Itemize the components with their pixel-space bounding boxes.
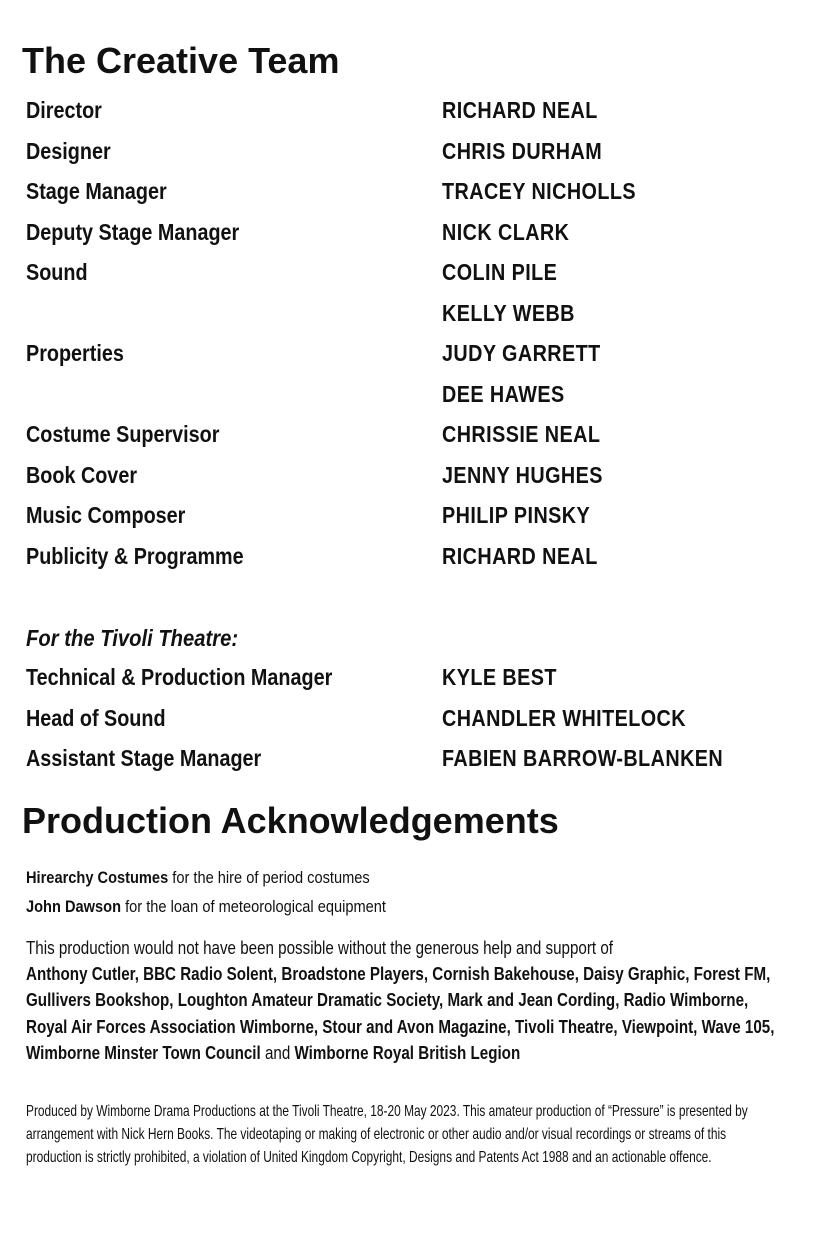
acknowledgements-title: Production Acknowledgements bbox=[22, 800, 559, 841]
acknowledgement-line bbox=[26, 897, 386, 917]
credit-row bbox=[26, 178, 826, 218]
credit-name: PHILIP PINSKY bbox=[442, 502, 591, 528]
creative-team-title: The Creative Team bbox=[22, 40, 340, 81]
credit-name: CHRIS DURHAM bbox=[442, 137, 603, 164]
credit-role: Designer bbox=[26, 137, 111, 164]
credit-name: RICHARD NEAL bbox=[442, 542, 598, 569]
credit-role: Head of Sound bbox=[26, 704, 166, 731]
credit-row bbox=[26, 745, 826, 785]
credit-role: Music Composer bbox=[26, 502, 186, 528]
credit-role: Publicity & Programme bbox=[26, 542, 244, 569]
credit-row bbox=[26, 705, 826, 745]
legal-notice: Produced by Wimborne Drama Productions at the Tivoli Theatre, 18-20 May 2023. This amateur production of “Pressure” is presented by arrangement with Nick Hern Books. The videotaping or making of electronic or other audio and/or visual recordings or streams of this production is strictly prohibited, a violation of United Kingdom Copyright, Designs and Patents Act 1988 and an actionable offence. bbox=[26, 1103, 748, 1166]
support-and: and bbox=[260, 1041, 295, 1063]
credit-role: Book Cover bbox=[26, 461, 138, 488]
credit-row bbox=[26, 664, 826, 704]
credit-row bbox=[26, 138, 826, 178]
acknowledgement-text: for the loan of meteorological equipment bbox=[121, 897, 386, 916]
credit-role: Costume Supervisor bbox=[26, 421, 220, 447]
support-last-name: Wimborne Royal British Legion bbox=[294, 1041, 521, 1063]
credit-row bbox=[26, 97, 826, 137]
credit-row bbox=[26, 502, 826, 542]
credit-row bbox=[26, 381, 826, 421]
credit-name: JUDY GARRETT bbox=[442, 340, 601, 366]
credit-role: Technical & Production Manager bbox=[26, 664, 333, 690]
tivoli-heading: For the Tivoli Theatre: bbox=[26, 625, 239, 651]
credit-name: RICHARD NEAL bbox=[442, 97, 598, 123]
credit-role: Stage Manager bbox=[26, 178, 167, 204]
credit-row bbox=[26, 259, 826, 299]
credit-name: TRACEY NICHOLLS bbox=[442, 178, 637, 204]
credit-name: CHRISSIE NEAL bbox=[442, 421, 601, 447]
acknowledgement-text: for the hire of period costumes bbox=[168, 868, 370, 887]
acknowledgement-line bbox=[26, 868, 370, 888]
credit-name: FABIEN BARROW-BLANKEN bbox=[442, 745, 724, 771]
credit-row bbox=[26, 219, 826, 259]
credit-row bbox=[26, 462, 826, 502]
credit-role: Assistant Stage Manager bbox=[26, 745, 262, 771]
acknowledgement-name: Hirearchy Costumes bbox=[26, 868, 169, 887]
credit-row bbox=[26, 543, 826, 583]
credit-name: COLIN PILE bbox=[442, 259, 558, 285]
credit-role: Deputy Stage Manager bbox=[26, 218, 240, 245]
support-names: Anthony Cutler, BBC Radio Solent, Broadstone Players, Cornish Bakehouse, Daisy Graphic, Forest FM, Gullivers Bookshop, Loughton Amateur Dramatic Society, Mark and Jean Cording, Radio Wimborne, Royal Air Forces Association Wimborne, Stour and Avon Magazine, Tivoli Theatre, Viewpoint, Wave 105, Wimborne Minster Town Council bbox=[26, 963, 775, 1063]
credit-name: CHANDLER WHITELOCK bbox=[442, 704, 686, 731]
support-intro: This production would not have been possible without the generous help and support of bbox=[26, 937, 613, 958]
credit-name: NICK CLARK bbox=[442, 218, 570, 245]
support-paragraph bbox=[26, 935, 789, 1066]
credit-role: Sound bbox=[26, 259, 88, 285]
credit-name: JENNY HUGHES bbox=[442, 461, 603, 488]
credit-name: KELLY WEBB bbox=[442, 299, 575, 326]
credit-name: KYLE BEST bbox=[442, 664, 557, 690]
credit-row bbox=[26, 421, 826, 461]
credit-role: Properties bbox=[26, 340, 124, 366]
credit-row bbox=[26, 340, 826, 380]
credit-role: Director bbox=[26, 97, 102, 123]
credit-row bbox=[26, 300, 826, 340]
acknowledgement-name: John Dawson bbox=[26, 897, 122, 916]
credit-name: DEE HAWES bbox=[442, 380, 565, 407]
